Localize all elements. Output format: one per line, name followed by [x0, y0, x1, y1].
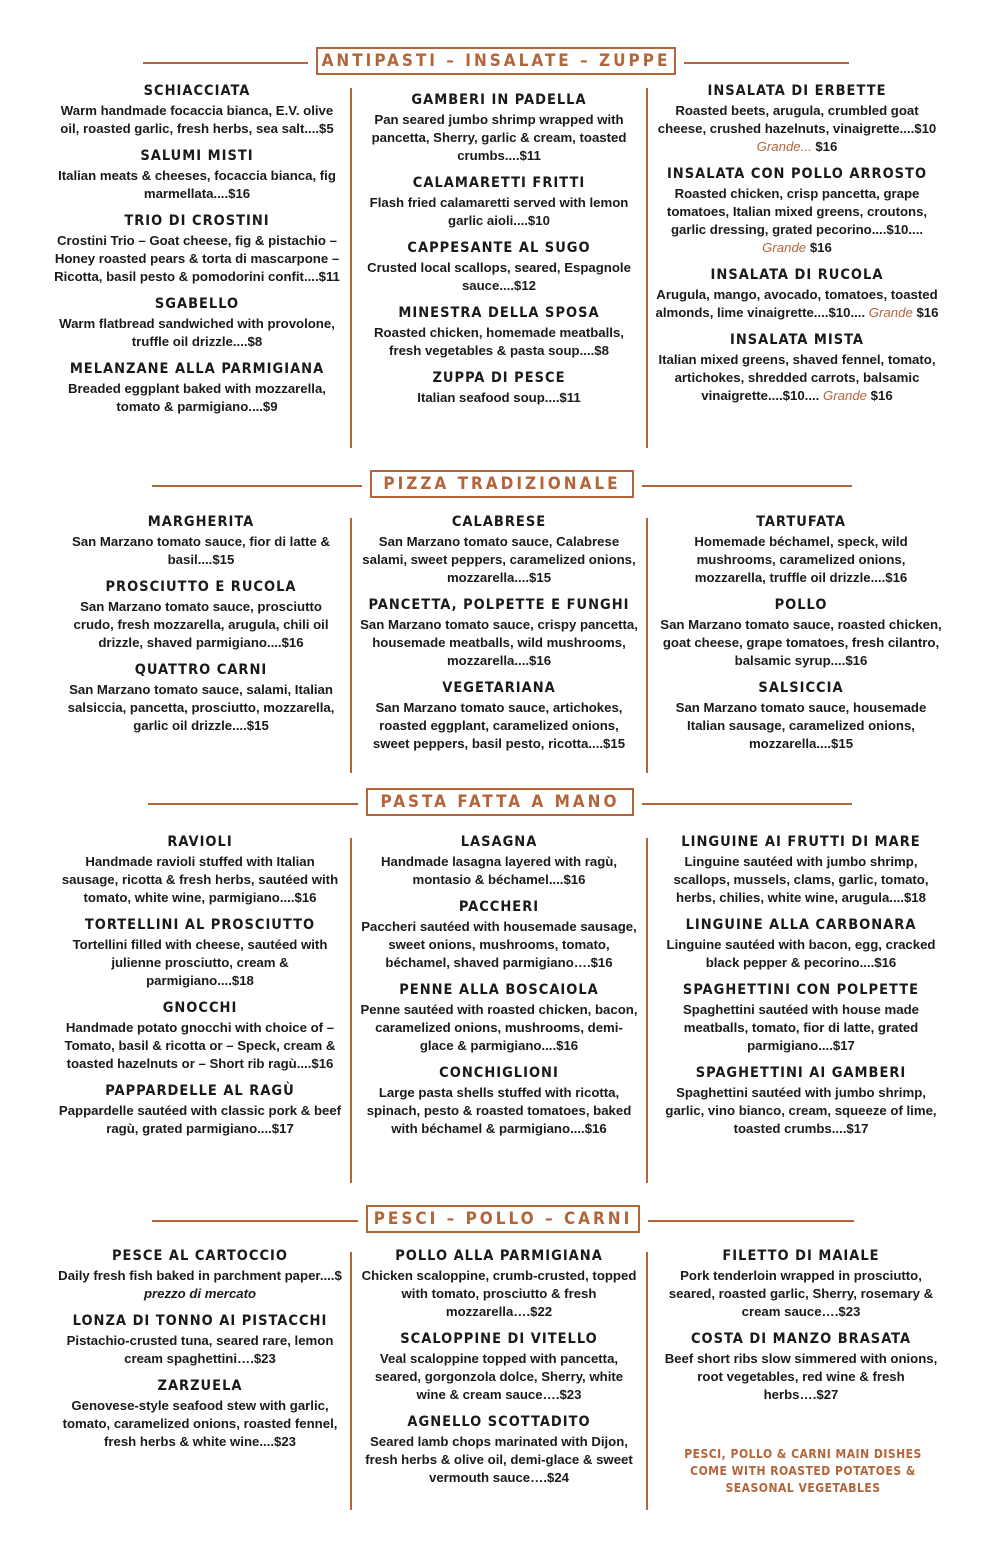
item-name: QUATTRO CARNI	[134, 662, 268, 678]
item-description	[360, 259, 638, 295]
item-description-text: Warm flatbread sandwiched with provolone, truffle oil drizzle	[59, 316, 335, 349]
menu-item	[654, 82, 940, 156]
sides-footnote: PESCI, POLLO & CARNI MAIN DISHES COME WITH ROASTED POTATOES & SEASONAL VEGETABLES	[684, 1447, 922, 1495]
item-description	[60, 533, 342, 569]
item-price: ....$15	[232, 718, 269, 733]
item-description-text: San Marzano tomato sauce, fior di latte & basil	[72, 534, 330, 567]
item-description	[360, 1433, 638, 1487]
menu-column	[58, 1247, 342, 1460]
item-description-text: Handmade ravioli stuffed with Italian sausage, ricotta & fresh herbs, sautéed with tomato, white wine, parmigiano	[61, 854, 339, 905]
section-title-box	[370, 470, 634, 498]
column-divider	[350, 88, 352, 448]
item-description-text: Breaded eggplant baked with mozzarella, tomato & parmigiano	[68, 381, 326, 414]
column-divider	[350, 1252, 352, 1510]
section-title: ANTIPASTI – INSALATE – ZUPPE	[321, 51, 671, 71]
item-name: SALSICCIA	[758, 680, 844, 696]
item-name: LINGUINE AI FRUTTI DI MARE	[681, 834, 921, 850]
item-name: MARGHERITA	[147, 514, 255, 530]
item-name: CONCHIGLIONI	[439, 1065, 559, 1081]
header-rule-right	[648, 1220, 854, 1222]
item-name: TRIO DI CROSTINI	[124, 213, 270, 229]
item-description	[360, 1350, 638, 1404]
item-description-text: Handmade potato gnocchi with choice of – Tomato, basil & ricotta or – Speck, cream & toasted hazelnuts or – Short rib ragù	[64, 1020, 336, 1071]
item-price: ....$11	[504, 148, 541, 163]
item-price: ....$16	[830, 653, 868, 668]
menu-item	[52, 212, 342, 286]
item-description	[660, 699, 942, 753]
item-price: ....$16	[541, 1038, 579, 1053]
item-description-text: Italian mixed greens, shaved fennel, tomato, artichokes, shredded carrots, balsamic vinaigrette	[658, 352, 936, 403]
menu-item	[58, 1312, 342, 1368]
item-price: ….$23	[542, 1387, 582, 1402]
menu-item	[360, 239, 638, 295]
item-price: ….$16	[573, 955, 613, 970]
item-description	[654, 102, 940, 156]
item-description-text: San Marzano tomato sauce, artichokes, roasted eggplant, caramelized onions, sweet peppers, basil pesto, ricotta	[372, 700, 623, 751]
item-description	[58, 936, 342, 990]
item-name: CALAMARETTI FRITTI	[412, 175, 586, 191]
item-name: MINESTRA DELLA SPOSA	[398, 305, 600, 321]
column-divider	[646, 88, 648, 448]
menu-item	[360, 304, 638, 360]
menu-item	[656, 1064, 946, 1138]
item-description-text: Veal scaloppine topped with pancetta, seared, gorgonzola dolce, Sherry, white wine & cream sauce	[374, 1351, 624, 1402]
item-name: INSALATA MISTA	[729, 332, 865, 348]
menu-item	[360, 833, 638, 889]
item-price: ....$16	[548, 872, 586, 887]
section-header-pasta	[0, 788, 1000, 820]
item-price: ....$10	[513, 213, 550, 228]
item-description-text: Crusted local scallops, seared, Espagnole sauce	[367, 260, 631, 293]
section-title-box	[366, 788, 634, 816]
item-price: ....$17	[831, 1121, 869, 1136]
menu-column	[360, 1247, 638, 1496]
item-description-text: San Marzano tomato sauce, Calabrese salami, sweet peppers, caramelized onions, mozzarella	[362, 534, 636, 585]
grande-label: Grande	[868, 305, 913, 320]
menu-item	[58, 1082, 342, 1138]
item-name: LINGUINE ALLA CARBONARA	[685, 917, 917, 933]
item-price: ....$17	[818, 1038, 855, 1053]
item-price: ....$15	[816, 736, 854, 751]
menu-item	[58, 833, 342, 907]
item-description-text: Pork tenderloin wrapped in prosciutto, seared, roasted garlic, Sherry, rosemary & cream sauce	[668, 1268, 934, 1319]
item-name: PACCHERI	[458, 899, 540, 915]
item-description	[52, 232, 342, 286]
menu-item	[60, 578, 342, 652]
item-description-text: Roasted chicken, homemade meatballs, fresh vegetables & pasta soup	[374, 325, 624, 358]
item-description-text: San Marzano tomato sauce, housemade Italian sausage, caramelized onions, mozzarella	[675, 700, 927, 751]
item-name: SGABELLO	[154, 296, 240, 312]
section-header-pizza	[0, 470, 1000, 502]
item-name: VEGETARIANA	[442, 680, 556, 696]
menu-item	[52, 147, 342, 203]
menu-item	[660, 513, 942, 587]
item-name: ZARZUELA	[157, 1378, 243, 1394]
menu-item	[60, 513, 342, 569]
menu-item	[58, 999, 342, 1073]
item-description-text: San Marzano tomato sauce, roasted chicken, goat cheese, grape tomatoes, fresh cilantro, balsamic syrup	[660, 617, 942, 668]
column-divider	[350, 518, 352, 773]
item-description	[58, 1102, 342, 1138]
item-name: TARTUFATA	[756, 514, 846, 530]
item-price: ....$17	[257, 1121, 294, 1136]
menu-column	[58, 833, 342, 1147]
item-price: ....$10	[899, 121, 937, 136]
grande-price: $16	[916, 305, 939, 320]
item-name: PESCE AL CARTOCCIO	[112, 1248, 288, 1264]
item-price-note: prezzo di mercato	[143, 1286, 257, 1301]
item-price: ….$27	[799, 1387, 839, 1402]
item-description	[654, 351, 940, 405]
item-name: SPAGHETTINI CON POLPETTE	[682, 982, 920, 998]
item-description-text: Pistachio-crusted tuna, seared rare, lemon cream spaghettini	[66, 1333, 334, 1366]
menu-item	[654, 266, 940, 322]
section-title: PESCI – POLLO – CARNI	[373, 1209, 633, 1229]
item-price: ....$	[319, 1268, 342, 1283]
item-description	[660, 616, 942, 670]
item-description-text: Spaghettini sautéed with house made meatballs, tomato, fior di latte, grated parmigiano	[683, 1002, 919, 1053]
item-price: ....$16	[279, 890, 317, 905]
item-price: ....$16	[870, 570, 908, 585]
header-rule-left	[152, 1220, 358, 1222]
header-rule-left	[148, 803, 358, 805]
menu-column	[360, 513, 638, 762]
header-rule-right	[642, 803, 852, 805]
item-name: AGNELLO SCOTTADITO	[407, 1414, 591, 1430]
column-divider	[646, 838, 648, 1183]
menu-item	[656, 833, 946, 907]
item-description-text: Warm handmade focaccia bianca, E.V. olive oil, roasted garlic, fresh herbs, sea salt	[60, 103, 334, 136]
item-name: INSALATA DI ERBETTE	[707, 83, 887, 99]
item-price: ....$16	[266, 635, 304, 650]
menu-item	[58, 1377, 342, 1451]
item-description-text: Arugula, mango, avocado, tomatoes, toasted almonds, lime vinaigrette	[655, 287, 938, 320]
item-price: ….$23	[237, 1351, 276, 1366]
item-name: SPAGHETTINI AI GAMBERI	[695, 1065, 907, 1081]
item-price: ....$8	[579, 343, 609, 358]
item-description	[60, 681, 342, 735]
menu-column	[360, 833, 638, 1147]
item-price: ....$11	[303, 269, 340, 284]
menu-item	[360, 1247, 638, 1321]
item-name: SALUMI MISTI	[140, 148, 254, 164]
item-description	[360, 324, 638, 360]
item-description	[52, 102, 342, 138]
item-description-text: Italian meats & cheeses, focaccia bianca, fig marmellata	[58, 168, 336, 201]
item-description-text: Homemade béchamel, speck, wild mushrooms, caramelized onions, mozzarella, truffle oil drizzle	[694, 534, 908, 585]
item-description	[656, 853, 946, 907]
item-description	[58, 1019, 342, 1073]
item-description-text: Roasted beets, arugula, crumbled goat cheese, crushed hazelnuts, vinaigrette	[657, 103, 919, 136]
item-description-text: San Marzano tomato sauce, prosciutto crudo, fresh mozzarella, arugula, chili oil drizzle, shaved parmigiano	[73, 599, 329, 650]
item-price: ....$10....	[813, 305, 866, 320]
item-description-text: San Marzano tomato sauce, salami, Italian salsiccia, pancetta, prosciutto, mozzarella, garlic oil drizzle	[67, 682, 335, 733]
item-description-text: Daily fresh fish baked in parchment paper	[58, 1268, 320, 1283]
menu-column	[660, 1247, 942, 1413]
menu-item	[360, 174, 638, 230]
column-divider	[646, 1252, 648, 1510]
menu-item	[360, 1413, 638, 1487]
item-price: ….$24	[530, 1470, 569, 1485]
item-description-text: Paccheri sautéed with housemade sausage, sweet onions, mushrooms, tomato, béchamel, shaved parmigiano	[361, 919, 637, 970]
item-name: ZUPPA DI PESCE	[432, 370, 566, 386]
item-price: ....$9	[248, 399, 278, 414]
menu-item	[656, 916, 946, 972]
header-rule-left	[143, 62, 308, 64]
item-name: MELANZANE ALLA PARMIGIANA	[69, 361, 325, 377]
grande-label: Grande	[762, 240, 807, 255]
item-name: GNOCCHI	[162, 1000, 238, 1016]
header-rule-left	[152, 485, 362, 487]
grande-price: $16	[870, 388, 893, 403]
menu-item	[52, 360, 342, 416]
column-divider	[350, 838, 352, 1183]
menu-item	[660, 1330, 942, 1404]
item-name: INSALATA DI RUCOLA	[710, 267, 884, 283]
menu-item	[52, 82, 342, 138]
grande-price: $16	[809, 240, 832, 255]
item-price: ....$10....	[768, 388, 820, 403]
column-divider	[646, 518, 648, 773]
header-rule-right	[684, 62, 849, 64]
item-description	[660, 533, 942, 587]
item-description	[360, 918, 638, 972]
menu-item	[360, 679, 638, 753]
menu-item	[360, 369, 638, 407]
menu-item	[58, 1247, 342, 1303]
item-price: ....$18	[889, 890, 926, 905]
item-name: CALABRESE	[451, 514, 547, 530]
item-name: SCALOPPINE DI VITELLO	[400, 1331, 598, 1347]
item-name: LONZA DI TONNO AI PISTACCHI	[72, 1313, 328, 1329]
menu-item	[58, 916, 342, 990]
item-description-text: Italian seafood soup	[417, 390, 545, 405]
menu-item	[360, 596, 638, 670]
item-description-text: Pappardelle sautéed with classic pork & beef ragù, grated parmigiano	[58, 1103, 342, 1136]
item-description-text: Linguine sautéed with bacon, egg, cracked black pepper & pecorino	[666, 937, 936, 970]
menu-item	[656, 981, 946, 1055]
item-description	[60, 598, 342, 652]
item-description	[656, 1084, 946, 1138]
item-description	[360, 1001, 638, 1055]
item-description-text: Penne sautéed with roasted chicken, bacon, caramelized onions, mushrooms, demi-glace & parmigiano	[360, 1002, 638, 1053]
item-description-text: Chicken scaloppine, crumb-crusted, topped with tomato, prosciutto & fresh mozzarella	[361, 1268, 637, 1319]
menu-item	[60, 661, 342, 735]
menu-column	[52, 82, 342, 425]
item-description	[360, 699, 638, 753]
item-price: ....$5	[304, 121, 334, 136]
item-name: POLLO	[774, 597, 828, 613]
item-price: ....$11	[544, 390, 581, 405]
item-description	[360, 1267, 638, 1321]
item-name: PROSCIUTTO E RUCOLA	[105, 579, 297, 595]
item-description	[58, 1397, 342, 1451]
menu-item	[52, 295, 342, 351]
item-price: ….$22	[513, 1304, 553, 1319]
section-title: PASTA FATTA A MANO	[380, 792, 620, 812]
item-description	[656, 936, 946, 972]
item-description	[360, 389, 638, 407]
item-description	[52, 315, 342, 351]
menu-item	[654, 331, 940, 405]
item-description	[52, 380, 342, 416]
grande-label: Grande...	[756, 139, 812, 154]
menu-item	[654, 165, 940, 257]
item-price: ....$18	[217, 973, 254, 988]
item-price: ....$15	[197, 552, 235, 567]
item-description	[360, 111, 638, 165]
item-name: INSALATA CON POLLO ARROSTO	[666, 166, 928, 182]
item-name: PAPPARDELLE AL RAGÙ	[105, 1083, 295, 1099]
item-price: ....$16	[296, 1056, 334, 1071]
item-description-text: Tortellini filled with cheese, sautéed with julienne prosciutto, cream & parmigiano	[72, 937, 328, 988]
menu-column	[360, 91, 638, 416]
item-description-text: Genovese-style seafood stew with garlic, tomato, caramelized onions, roasted fennel, fresh herbs & white wine	[62, 1398, 338, 1449]
item-description-text: Handmade lasagna layered with ragù, montasio & béchamel	[381, 854, 617, 887]
item-description-text: Crostini Trio – Goat cheese, fig & pistachio – Honey roasted pears & torta di mascarpone – Ricotta, basil pesto & pomodorini confit	[54, 233, 340, 284]
item-name: COSTA DI MANZO BRASATA	[690, 1331, 912, 1347]
menu-item	[360, 513, 638, 587]
section-title: PIZZA TRADIZIONALE	[383, 474, 621, 494]
menu-item	[660, 1247, 942, 1321]
item-price: ....$15	[588, 736, 626, 751]
item-description	[360, 1084, 638, 1138]
section-header-pesci	[0, 1205, 1000, 1237]
item-price: ....$16	[514, 653, 552, 668]
header-rule-right	[642, 485, 852, 487]
item-description-text: San Marzano tomato sauce, crispy pancetta, housemade meatballs, wild mushrooms, mozzarella	[360, 617, 638, 668]
item-description-text: Beef short ribs slow simmered with onions, root vegetables, red wine & fresh herbs	[664, 1351, 938, 1402]
item-description	[360, 616, 638, 670]
item-name: LASAGNA	[460, 834, 538, 850]
menu-item	[360, 1064, 638, 1138]
item-price: ....$10....	[871, 222, 924, 237]
menu-item	[360, 981, 638, 1055]
item-description-text: Flash fried calamaretti served with lemon garlic aioli	[369, 195, 629, 228]
menu-item	[360, 1330, 638, 1404]
item-name: FILETTO DI MAIALE	[722, 1248, 880, 1264]
item-price: ....$8	[232, 334, 263, 349]
section-title-box	[366, 1205, 640, 1233]
item-description	[58, 1267, 342, 1303]
menu-item	[360, 898, 638, 972]
item-description-text: Seared lamb chops marinated with Dijon, fresh herbs & olive oil, demi-glace & sweet vermouth sauce	[365, 1434, 633, 1485]
item-name: CAPPESANTE AL SUGO	[407, 240, 591, 256]
item-price: ....$16	[859, 955, 897, 970]
item-name: TORTELLINI AL PROSCIUTTO	[84, 917, 316, 933]
item-price: ....$16	[213, 186, 251, 201]
item-description-text: Pan seared jumbo shrimp wrapped with pancetta, Sherry, garlic & cream, toasted crumbs	[371, 112, 627, 163]
item-description-text: Spaghettini sautéed with jumbo shrimp, garlic, vino bianco, cream, squeeze of lime, toasted crumbs	[665, 1085, 937, 1136]
item-price: ....$23	[259, 1434, 297, 1449]
menu-column	[654, 82, 940, 414]
item-name: PANCETTA, POLPETTE E FUNGHI	[368, 597, 630, 613]
menu-column	[660, 513, 942, 762]
menu-item	[360, 91, 638, 165]
item-description	[52, 167, 342, 203]
menu-column	[656, 833, 946, 1147]
section-header-antipasti	[0, 47, 1000, 79]
menu-column	[60, 513, 342, 744]
item-price: ....$12	[499, 278, 537, 293]
item-description	[654, 185, 940, 257]
item-description-text: Large pasta shells stuffed with ricotta, spinach, pesto & roasted tomatoes, baked with béchamel & parmigiano	[366, 1085, 632, 1136]
item-description	[360, 853, 638, 889]
item-description-text: Linguine sautéed with jumbo shrimp, scallops, mussels, clams, garlic, tomato, herbs, chilies, white wine, arugula	[673, 854, 929, 905]
item-price: ....$16	[570, 1121, 607, 1136]
item-name: POLLO ALLA PARMIGIANA	[395, 1248, 603, 1264]
menu-item	[660, 679, 942, 753]
item-name: GAMBERI IN PADELLA	[411, 92, 587, 108]
item-description	[360, 194, 638, 230]
item-name: PENNE ALLA BOSCAIOLA	[399, 982, 599, 998]
item-name: RAVIOLI	[167, 834, 233, 850]
item-description	[660, 1267, 942, 1321]
menu-item	[660, 596, 942, 670]
item-description	[656, 1001, 946, 1055]
item-description	[660, 1350, 942, 1404]
item-price: ....$15	[514, 570, 552, 585]
item-description	[654, 286, 940, 322]
grande-label: Grande	[823, 388, 867, 403]
item-description-text: Roasted chicken, crisp pancetta, grape tomatoes, Italian mixed greens, croutons, garlic dressing, grated pecorino	[666, 186, 928, 237]
item-description	[360, 533, 638, 587]
item-name: SCHIACCIATA	[143, 83, 251, 99]
item-description	[58, 853, 342, 907]
grande-price: $16	[815, 139, 838, 154]
item-description	[58, 1332, 342, 1368]
item-price: ….$23	[821, 1304, 861, 1319]
section-title-box	[316, 47, 676, 75]
